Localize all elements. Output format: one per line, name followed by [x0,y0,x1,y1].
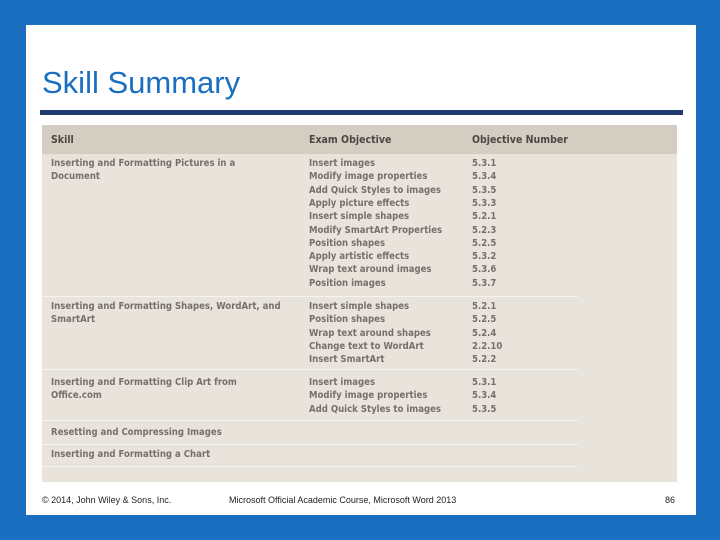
header-objective-number: Objective Number [472,134,568,146]
table-row-group [42,425,578,445]
objective-number: 5.3.3 [472,197,497,209]
skill-summary-table [42,125,677,482]
objective-number: 5.2.1 [472,301,497,312]
objective-number: 5.3.1 [472,158,497,169]
objective-item: Insert images [309,377,376,388]
skill-cell: Inserting and Formatting Pictures in a Document [51,158,236,183]
table-row-group [42,300,578,370]
objective-number: 5.2.5 [472,237,497,249]
header-skill: Skill [51,134,74,146]
objective-item: Position images [309,277,386,289]
objective-number: 5.3.2 [472,251,497,263]
table-row-group [42,447,578,467]
objective-item: Change text to WordArt [309,340,424,352]
header-exam-objective: Exam Objective [309,134,392,146]
objective-item: Wrap text around shapes [309,327,431,339]
objective-number: 5.3.5 [472,184,497,196]
objective-number: 5.3.7 [472,277,497,289]
objective-number: 5.2.1 [472,211,497,223]
objective-item: Add Quick Styles to images [309,184,441,196]
skill-cell: Inserting and Formatting Clip Art from Office.com [51,377,237,402]
objective-item: Apply artistic effects [309,251,410,263]
objective-number: 5.3.5 [472,403,497,415]
table-row-group [42,157,578,297]
objective-number: 5.3.4 [472,171,497,183]
objective-number: 5.3.1 [472,377,497,388]
table-header-row [42,125,677,154]
row-divider [42,369,578,370]
objective-item: Modify SmartArt Properties [309,224,443,236]
objective-item: Position shapes [309,237,386,249]
objective-number: 5.2.4 [472,327,497,339]
footer-course: Microsoft Official Academic Course, Microsoft Word 2013 [229,495,457,505]
objective-number: 5.3.4 [472,390,497,402]
objective-number: 5.3.6 [472,264,497,276]
objective-number: 5.2.2 [472,354,497,366]
footer-page-number: 86 [665,495,676,505]
objective-item: Insert simple shapes [309,301,410,312]
slide-title: Skill Summary [42,65,241,100]
row-divider [42,466,578,467]
objective-item: Add Quick Styles to images [309,403,441,415]
row-divider [42,420,578,421]
objective-item: Position shapes [309,314,386,326]
objective-item: Modify image properties [309,390,428,402]
objective-item: Insert SmartArt [309,354,385,366]
row-divider [42,296,578,297]
objective-item: Apply picture effects [309,197,410,209]
skill-cell: Resetting and Compressing Images [51,427,222,438]
objective-item: Modify image properties [309,171,428,183]
objective-number: 5.2.5 [472,314,497,326]
objective-item: Insert images [309,158,376,169]
title-underline [40,110,683,115]
slide [26,25,696,515]
skill-cell: Inserting and Formatting Shapes, WordArt, and SmartArt [51,301,281,326]
footer-copyright: © 2014, John Wiley & Sons, Inc. [42,495,172,505]
skill-cell: Inserting and Formatting a Chart [51,449,211,460]
objective-item: Insert simple shapes [309,211,410,223]
objective-number: 5.2.3 [472,224,497,236]
table-row-group [42,376,578,421]
objective-number: 2.2.10 [472,340,503,352]
objective-item: Wrap text around images [309,264,432,276]
row-divider [42,444,578,445]
